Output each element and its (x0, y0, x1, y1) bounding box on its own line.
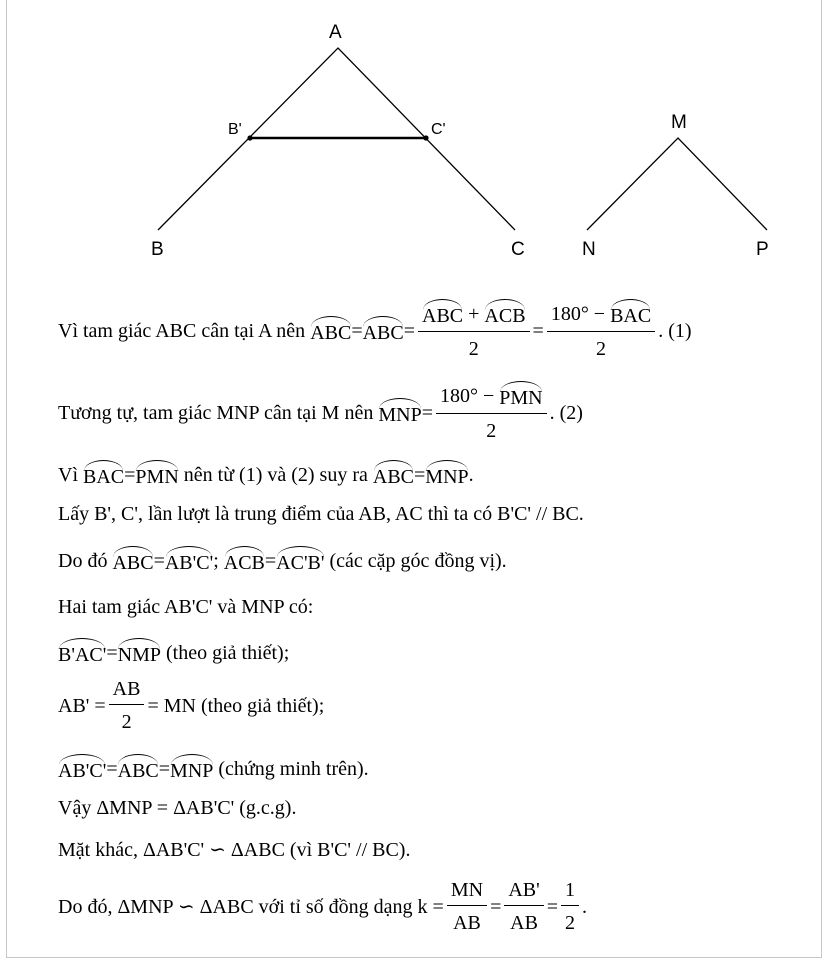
text-segment: (các cặp góc đồng vị). (329, 550, 507, 572)
angle-ab1c1: AB'C' (165, 549, 213, 573)
text-segment: = MN (147, 694, 196, 717)
text-segment: Vì (58, 464, 78, 486)
text-segment: Vì tam giác ABC cân tại A nên (58, 319, 306, 342)
text-segment: . (2) (549, 401, 583, 424)
equals-sign: = (264, 550, 277, 572)
text-line-11: Mặt khác, ΔAB'C' ∽ ΔABC (vì B'C' // BC). (58, 839, 411, 861)
label-c1: C' (431, 121, 446, 138)
label-m: M (671, 112, 687, 133)
text-segment: (theo giả thiết); (165, 642, 290, 664)
text-line-1 (58, 302, 692, 359)
geometry-figure (0, 0, 828, 290)
plus-sign: + (468, 303, 480, 325)
angle-abc: ABC (363, 319, 404, 343)
text-segment: Do đó, ΔMNP ∽ ΔABC với tỉ số đồng dạng k = (58, 895, 444, 918)
angle-abc: ABC (422, 302, 463, 326)
equals-sign: = (490, 895, 502, 918)
fraction (447, 880, 487, 933)
equals-sign: = (414, 464, 426, 486)
point-b1 (247, 135, 252, 140)
equals-sign: = (153, 550, 165, 572)
text-segment: ; (213, 550, 219, 572)
label-c: C (511, 239, 525, 260)
fraction-numerator: 180° − (550, 303, 606, 325)
angle-ab1c1: AB'C' (58, 757, 106, 781)
fraction-denominator: AB (510, 912, 538, 934)
equals-sign: = (532, 319, 544, 342)
text-line-7 (58, 641, 289, 665)
equals-sign: = (421, 401, 433, 424)
label-a: A (329, 22, 342, 43)
equals-sign: = (546, 895, 559, 918)
angle-ac1b1: AC'B' (276, 549, 324, 573)
fraction (561, 880, 579, 933)
equals-sign: = (158, 758, 171, 780)
text-line-10: Vậy ΔMNP = ΔAB'C' (g.c.g). (58, 797, 297, 819)
fraction-numerator: MN (447, 880, 487, 906)
label-n: N (582, 239, 596, 260)
text-line-9 (58, 757, 369, 781)
angle-pmn: PMN (135, 463, 178, 487)
text-line-6: Hai tam giác AB'C' và MNP có: (58, 596, 314, 618)
label-b1: B' (228, 121, 242, 138)
angle-pmn: PMN (499, 384, 542, 408)
fraction-numerator: 1 (561, 880, 579, 906)
fraction (547, 302, 655, 359)
text-segment: AB' = (58, 694, 106, 717)
label-b: B (151, 239, 164, 260)
triangle-abc (158, 48, 515, 230)
label-p: P (756, 239, 769, 260)
text-segment: . (1) (658, 319, 692, 342)
angle-bac: BAC (610, 302, 651, 326)
text-segment: Do đó (58, 550, 108, 572)
equals-sign: = (106, 642, 118, 664)
fraction (109, 679, 145, 732)
text-segment: Tương tự, tam giác MNP cân tại M nên (58, 401, 374, 424)
text-segment: . (468, 464, 474, 486)
equals-sign: = (403, 319, 415, 342)
fraction-denominator: 2 (121, 711, 132, 733)
angle-abc: ABC (310, 319, 351, 343)
angle-b1ac1: B'AC' (58, 641, 106, 665)
text-line-3 (58, 463, 474, 487)
fraction-denominator: 2 (596, 338, 607, 360)
fraction-numerator: AB' (504, 880, 543, 906)
angle-mnp: MNP (378, 401, 421, 425)
text-line-2 (58, 384, 583, 441)
triangle-mnp-sides (587, 138, 767, 230)
angle-abc: ABC (112, 549, 153, 573)
equals-sign: = (106, 758, 118, 780)
angle-abc: ABC (373, 463, 414, 487)
text-segment: (theo giả thiết); (200, 694, 325, 717)
triangle-mnp (587, 138, 767, 230)
fraction (418, 302, 530, 359)
fraction-numerator: 180° − (439, 385, 495, 407)
angle-acb: ACB (484, 302, 525, 326)
angle-acb: ACB (224, 549, 265, 573)
equals-sign: = (351, 319, 363, 342)
angle-nmp: NMP (118, 641, 161, 665)
text-line-4: Lấy B', C', lần lượt là trung điểm của AB, AC thì ta có B'C' // BC. (58, 503, 584, 525)
text-line-8 (58, 679, 324, 732)
text-segment: . (582, 895, 588, 918)
fraction-denominator: AB (453, 912, 481, 934)
fraction-denominator: 2 (486, 420, 497, 442)
fraction (436, 384, 547, 441)
fraction-numerator: AB (109, 679, 145, 705)
fraction (504, 880, 543, 933)
angle-abc: ABC (118, 757, 159, 781)
text-line-12 (58, 880, 587, 933)
angle-mnp: MNP (425, 463, 468, 487)
fraction-denominator: 2 (468, 338, 479, 360)
text-segment: nên từ (1) và (2) suy ra (183, 464, 368, 486)
fraction-denominator: 2 (565, 912, 576, 934)
angle-mnp: MNP (170, 757, 213, 781)
text-segment: (chứng minh trên). (218, 758, 369, 780)
point-c1 (423, 135, 428, 140)
text-line-5 (58, 549, 507, 573)
equals-sign: = (124, 464, 136, 486)
angle-bac: BAC (83, 463, 124, 487)
